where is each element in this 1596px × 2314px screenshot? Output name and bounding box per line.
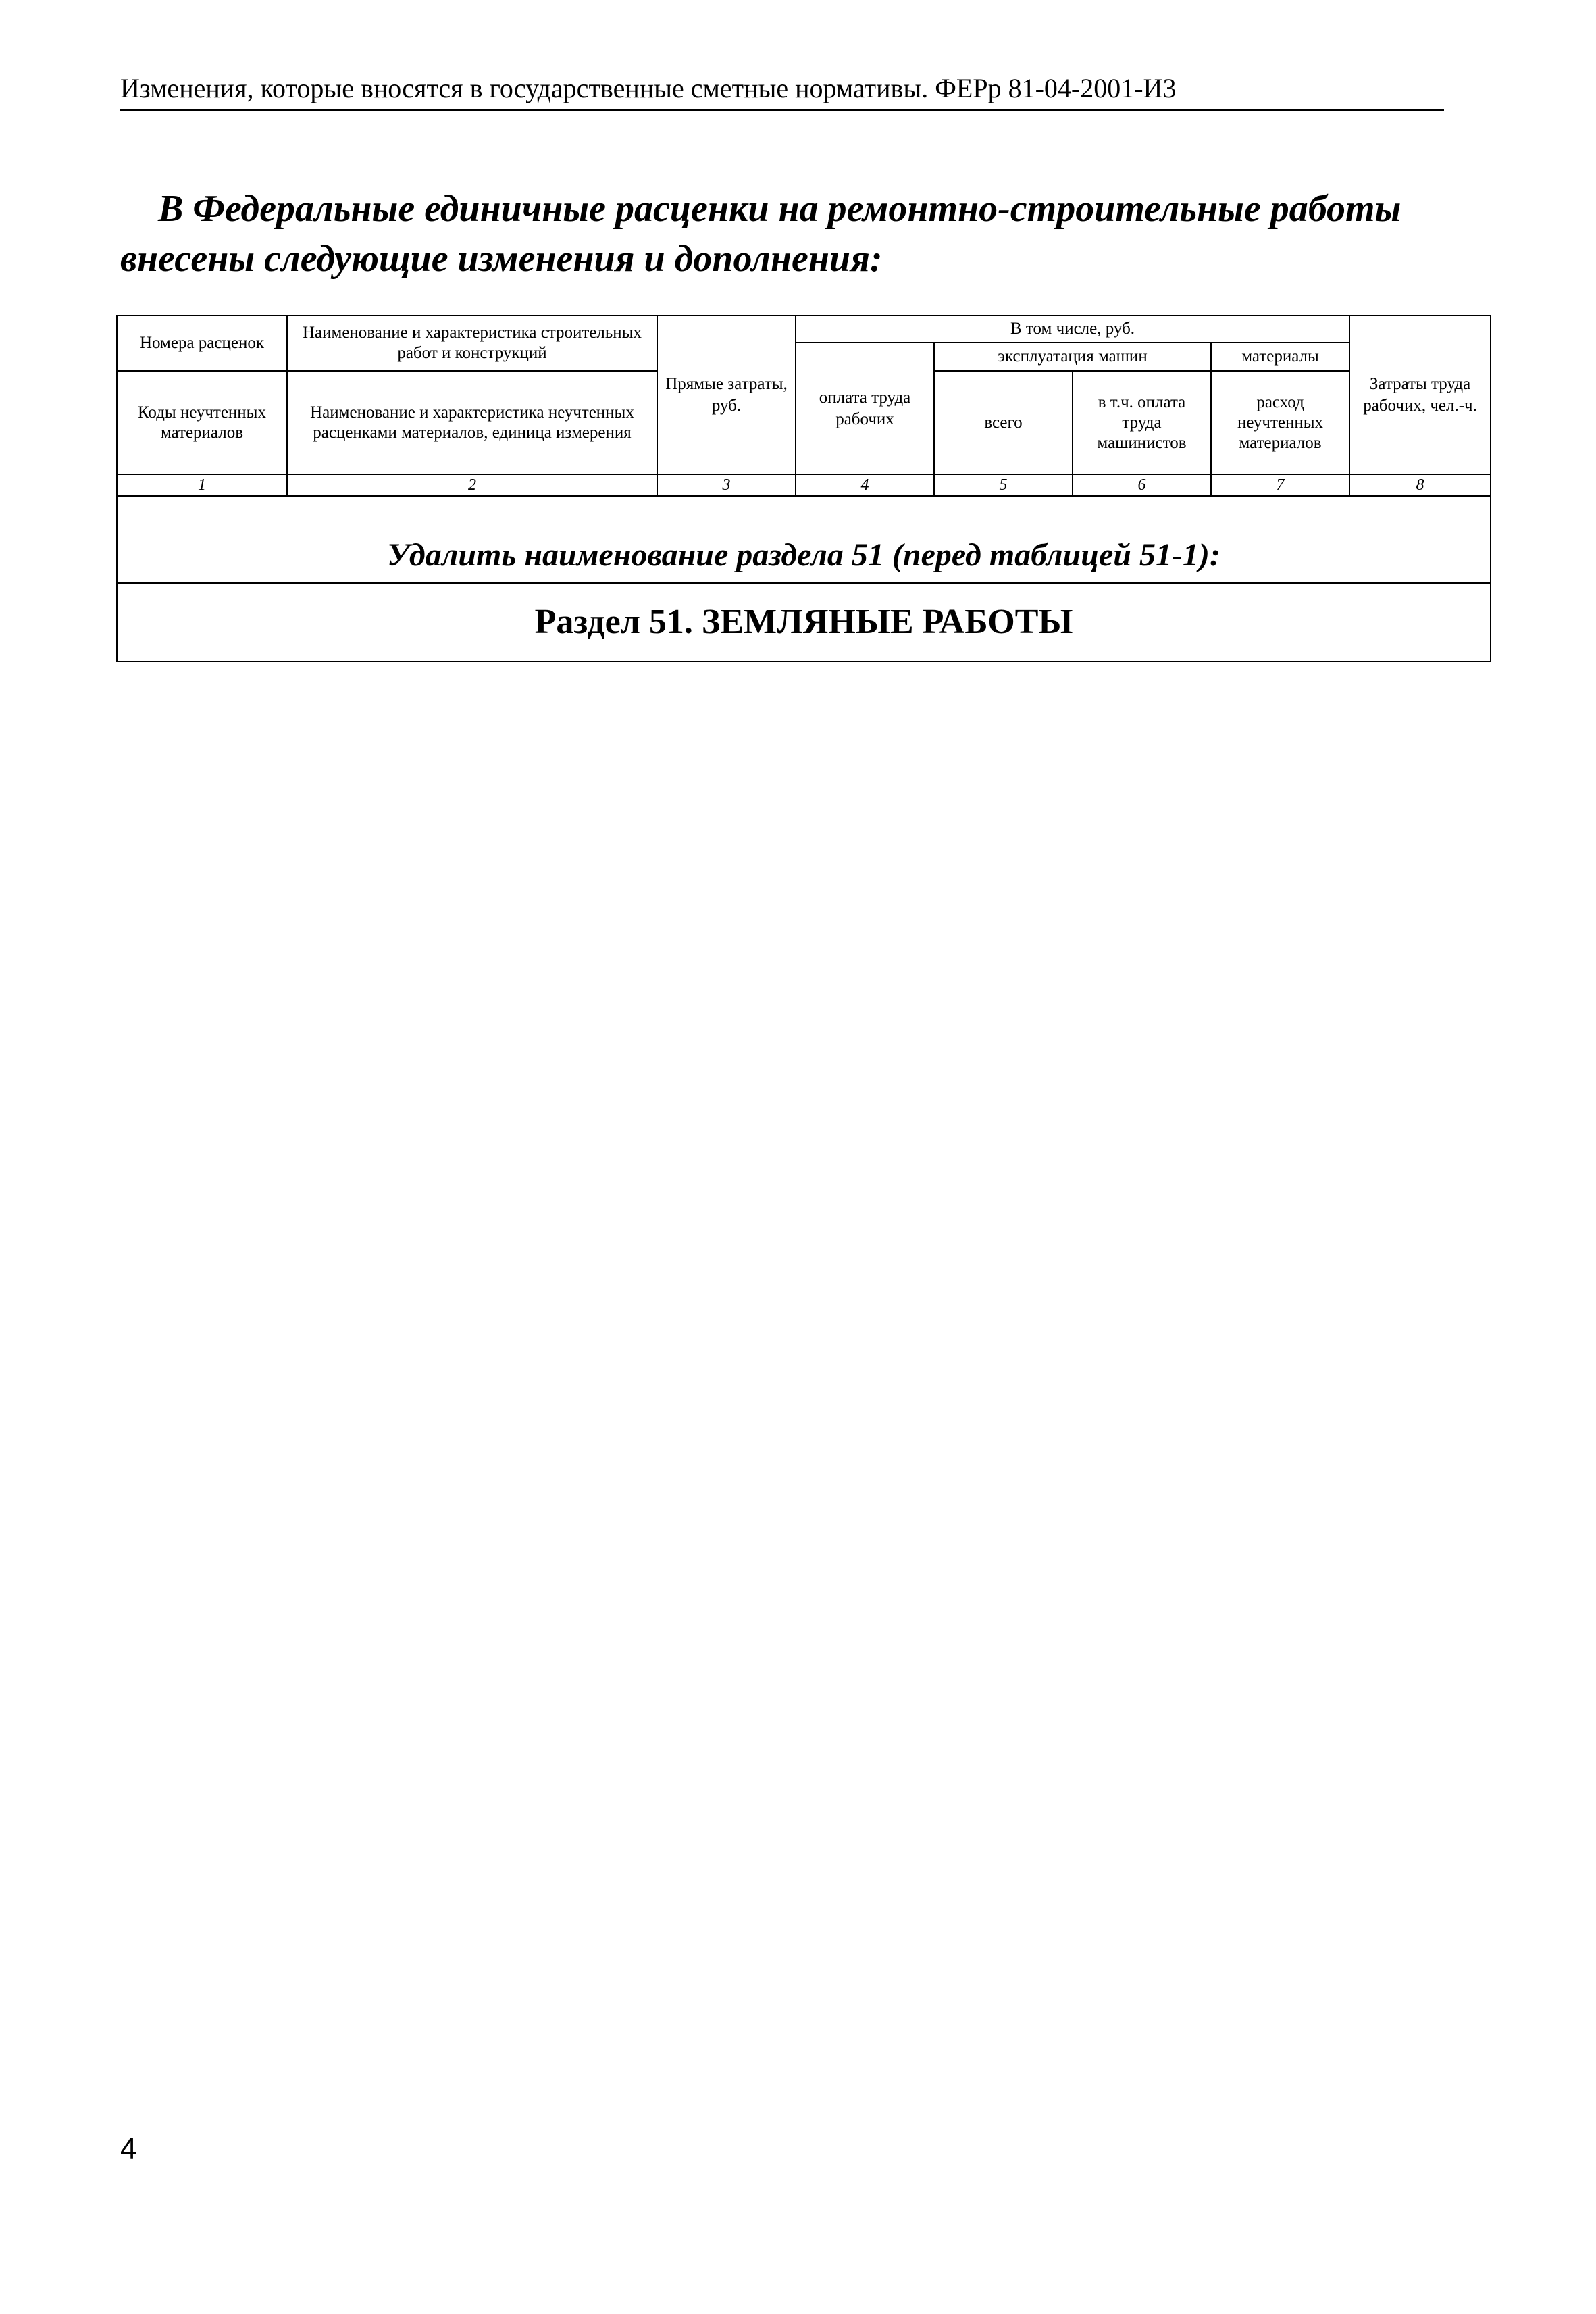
document-heading xyxy=(120,184,1471,284)
column-number: 3 xyxy=(657,474,796,496)
heading-line-2: внесены следующие изменения и дополнения: xyxy=(120,238,883,280)
header-materials: материалы xyxy=(1211,343,1349,371)
heading-line-1: В Федеральные единичные расценки на ремонтно-строительные работы xyxy=(158,188,1401,230)
header-worker-pay: оплата труда рабочих xyxy=(796,343,934,474)
header-work-name: Наименование и характеристика строительных работ и конструкций xyxy=(287,316,657,371)
column-number: 1 xyxy=(117,474,287,496)
running-header: Изменения, которые вносятся в государственные сметные нормативы. ФЕРр 81-04-2001-И3 xyxy=(120,73,1177,103)
header-material-codes: Коды неучтенных материалов xyxy=(117,371,287,474)
header-rule xyxy=(120,109,1444,111)
column-number: 5 xyxy=(934,474,1073,496)
header-rate-numbers: Номера расценок xyxy=(117,316,287,371)
column-number: 8 xyxy=(1349,474,1491,496)
rates-table xyxy=(116,315,1491,662)
page-number: 4 xyxy=(120,2132,137,2165)
header-machine-operation: эксплуатация машин xyxy=(934,343,1211,371)
header-material-name: Наименование и характеристика неучтенных расценками материалов, единица измерения xyxy=(287,371,657,474)
column-number: 2 xyxy=(287,474,657,496)
header-machine-total: всего xyxy=(934,371,1073,474)
header-including: В том числе, руб. xyxy=(796,316,1349,343)
header-labor-costs: Затраты труда рабочих, чел.-ч. xyxy=(1349,316,1491,474)
section-title: Раздел 51. ЗЕМЛЯНЫЕ РАБОТЫ xyxy=(117,583,1491,661)
column-number: 4 xyxy=(796,474,934,496)
header-materials-consumption: расход неучтенных материалов xyxy=(1211,371,1349,474)
column-number: 6 xyxy=(1073,474,1211,496)
instruction-row: Удалить наименование раздела 51 (перед таблицей 51-1): xyxy=(117,496,1491,583)
header-machinist-pay: в т.ч. оплата труда машинистов xyxy=(1073,371,1211,474)
column-number: 7 xyxy=(1211,474,1349,496)
header-direct-costs: Прямые затраты, руб. xyxy=(657,316,796,474)
